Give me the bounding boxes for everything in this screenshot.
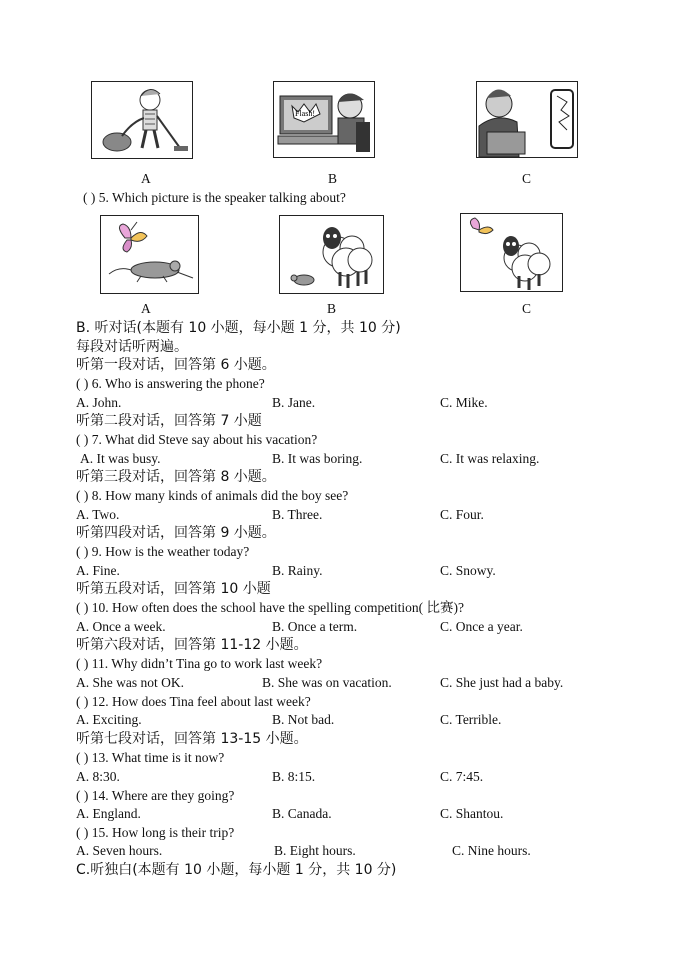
dialogue-heading-1: 听第一段对话，回答第 6 小题。 xyxy=(76,357,276,373)
q5-label-b: B xyxy=(327,301,337,316)
q10-option-a[interactable]: A. Once a week. xyxy=(76,619,166,634)
q8-option-b[interactable]: B. Three. xyxy=(272,507,323,522)
section-b-note: 每段对话听两遍。 xyxy=(76,339,188,355)
question-13 xyxy=(76,749,224,767)
question-text: 10. How often does the school have the spelling competition( 比赛)? xyxy=(91,600,465,615)
q11-option-b[interactable]: B. She was on vacation. xyxy=(262,675,392,690)
question-8 xyxy=(76,487,348,505)
dialogue-heading-3: 听第三段对话，回答第 8 小题。 xyxy=(76,469,276,485)
q7-option-a[interactable]: A. It was busy. xyxy=(80,451,161,466)
q13-option-a[interactable]: A. 8:30. xyxy=(76,769,120,784)
question-text: 8. How many kinds of animals did the boy see? xyxy=(91,488,349,503)
question-text: 6. Who is answering the phone? xyxy=(91,376,265,391)
q14-option-b[interactable]: B. Canada. xyxy=(272,806,332,821)
q6-option-b[interactable]: B. Jane. xyxy=(272,395,316,410)
dialogue-heading-4: 听第四段对话，回答第 9 小题。 xyxy=(76,525,276,541)
q7-option-b[interactable]: B. It was boring. xyxy=(272,451,363,466)
q10-option-b[interactable]: B. Once a term. xyxy=(272,619,358,634)
answer-blank[interactable]: ( ) xyxy=(76,656,89,671)
q12-option-c[interactable]: C. Terrible. xyxy=(440,712,502,727)
answer-blank[interactable]: ( ) xyxy=(76,750,89,765)
q5-label-c: C xyxy=(522,301,532,316)
q11-option-a[interactable]: A. She was not OK. xyxy=(76,675,184,690)
answer-blank[interactable]: ( ) xyxy=(83,190,96,205)
dialogue-heading-5: 听第五段对话，回答第 10 小题 xyxy=(76,581,271,597)
q12-option-a[interactable]: A. Exciting. xyxy=(76,712,142,727)
answer-blank[interactable]: ( ) xyxy=(76,600,89,615)
question-text: 7. What did Steve say about his vacation? xyxy=(91,432,318,447)
q10-option-c[interactable]: C. Once a year. xyxy=(440,619,523,634)
q9-option-c[interactable]: C. Snowy. xyxy=(440,563,496,578)
question-7 xyxy=(76,431,317,449)
question-10 xyxy=(76,599,464,617)
q15-option-c[interactable]: C. Nine hours. xyxy=(452,843,531,858)
answer-blank[interactable]: ( ) xyxy=(76,488,89,503)
question-5 xyxy=(83,189,346,207)
question-text: 12. How does Tina feel about last week? xyxy=(91,694,311,709)
q6-option-c[interactable]: C. Mike. xyxy=(440,395,488,410)
q12-option-b[interactable]: B. Not bad. xyxy=(272,712,335,727)
question-text: 11. Why didn’t Tina go to work last week? xyxy=(91,656,323,671)
question-15 xyxy=(76,824,234,842)
q15-option-b[interactable]: B. Eight hours. xyxy=(274,843,356,858)
q4-label-c: C xyxy=(522,171,532,186)
picture-butterfly-mouse xyxy=(100,215,199,294)
question-9 xyxy=(76,543,249,561)
q13-option-b[interactable]: B. 8:15. xyxy=(272,769,316,784)
q5-label-a: A xyxy=(141,301,151,316)
question-14 xyxy=(76,787,234,805)
picture-butterfly-sheep xyxy=(460,213,563,292)
dialogue-heading-7: 听第七段对话，回答第 13-15 小题。 xyxy=(76,731,308,747)
question-12 xyxy=(76,693,311,711)
section-b-title: B. 听对话(本题有 10 小题，每小题 1 分，共 10 分) xyxy=(76,320,401,336)
question-11 xyxy=(76,655,322,673)
picture-boy-vacuuming xyxy=(91,81,193,159)
picture-boy-computer xyxy=(273,81,375,158)
q15-option-a[interactable]: A. Seven hours. xyxy=(76,843,163,858)
q9-option-b[interactable]: B. Rainy. xyxy=(272,563,323,578)
q8-option-a[interactable]: A. Two. xyxy=(76,507,120,522)
picture-sheep-mouse xyxy=(279,215,384,294)
q8-option-c[interactable]: C. Four. xyxy=(440,507,484,522)
answer-blank[interactable]: ( ) xyxy=(76,432,89,447)
answer-blank[interactable]: ( ) xyxy=(76,825,89,840)
answer-blank[interactable]: ( ) xyxy=(76,544,89,559)
q14-option-a[interactable]: A. England. xyxy=(76,806,141,821)
q13-option-c[interactable]: C. 7:45. xyxy=(440,769,484,784)
question-text: 15. How long is their trip? xyxy=(91,825,235,840)
q9-option-a[interactable]: A. Fine. xyxy=(76,563,120,578)
q14-option-c[interactable]: C. Shantou. xyxy=(440,806,504,821)
question-6 xyxy=(76,375,265,393)
question-text: 14. Where are they going? xyxy=(91,788,235,803)
answer-blank[interactable]: ( ) xyxy=(76,788,89,803)
flash-screen-text: Flash! xyxy=(295,109,315,118)
picture-man-watching-tv xyxy=(476,81,578,158)
question-text: 13. What time is it now? xyxy=(91,750,225,765)
answer-blank[interactable]: ( ) xyxy=(76,376,89,391)
dialogue-heading-6: 听第六段对话，回答第 11-12 小题。 xyxy=(76,637,308,653)
section-c-title: C.听独白(本题有 10 小题，每小题 1 分，共 10 分) xyxy=(76,862,397,878)
q4-label-b: B xyxy=(328,171,338,186)
question-text: 9. How is the weather today? xyxy=(91,544,250,559)
q11-option-c[interactable]: C. She just had a baby. xyxy=(440,675,564,690)
q7-option-c[interactable]: C. It was relaxing. xyxy=(440,451,540,466)
dialogue-heading-2: 听第二段对话，回答第 7 小题 xyxy=(76,413,262,429)
question-text: 5. Which picture is the speaker talking about? xyxy=(98,190,346,205)
answer-blank[interactable]: ( ) xyxy=(76,694,89,709)
q4-label-a: A xyxy=(141,171,151,186)
q6-option-a[interactable]: A. John. xyxy=(76,395,122,410)
